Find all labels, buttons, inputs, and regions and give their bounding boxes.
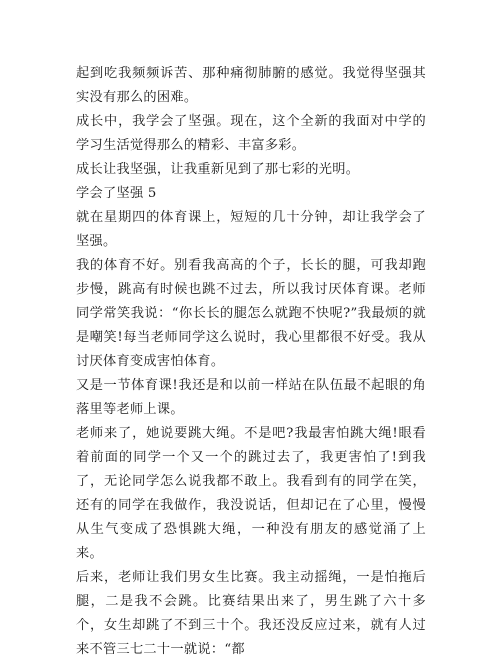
paragraph: 成长让我坚强，让我重新见到了那七彩的光明。 bbox=[76, 162, 360, 177]
paragraph: 又是一节体育课!我还是和以前一样站在队伍最不起眼的角落里等老师上课。 bbox=[76, 378, 426, 417]
paragraph: 后来，老师让我们男女生比赛。我主动摇绳，一是怕拖后腿，二是我不会跳。比赛结果出来了，男生跳了六十多个，女生却跳了不到三十个。我还没反应过来，就有人过来不管三七二十一就说：“都 bbox=[76, 570, 426, 657]
paragraph: 就在星期四的体育课上，短短的几十分钟，却让我学会了坚强。 bbox=[76, 210, 426, 249]
paragraph: 起到吃我频频诉苦、那种痛彻肺腑的感觉。我觉得坚强其实没有那么的困难。 bbox=[76, 66, 426, 105]
section-heading: 学会了坚强 5 bbox=[76, 186, 157, 201]
paragraph: 我的体育不好。别看我高高的个子，长长的腿，可我却跑步慢，跳高有时候也跳不过去，所以我讨厌体育课。老师同学常笑我说：“你长长的腿怎么就跑不快呢?”我最烦的就是嘲笑!每当老师同学这么说时，我心里都很不好受。我从讨厌体育变成害怕体育。 bbox=[76, 258, 426, 369]
document-body bbox=[76, 62, 426, 662]
paragraph: 成长中，我学会了坚强。现在，这个全新的我面对中学的学习生活觉得那么的精彩、丰富多彩。 bbox=[76, 114, 426, 153]
paragraph: 老师来了，她说要跳大绳。不是吧?我最害怕跳大绳!眼看着前面的同学一个又一个的跳过去了，我更害怕了!到我了，无论同学怎么说我都不敢上。我看到有的同学在笑，还有的同学在我做作，我没说话，但却记在了心里，慢慢从生气变成了恐惧跳大绳，一种没有朋友的感觉涌了上来。 bbox=[76, 426, 426, 561]
